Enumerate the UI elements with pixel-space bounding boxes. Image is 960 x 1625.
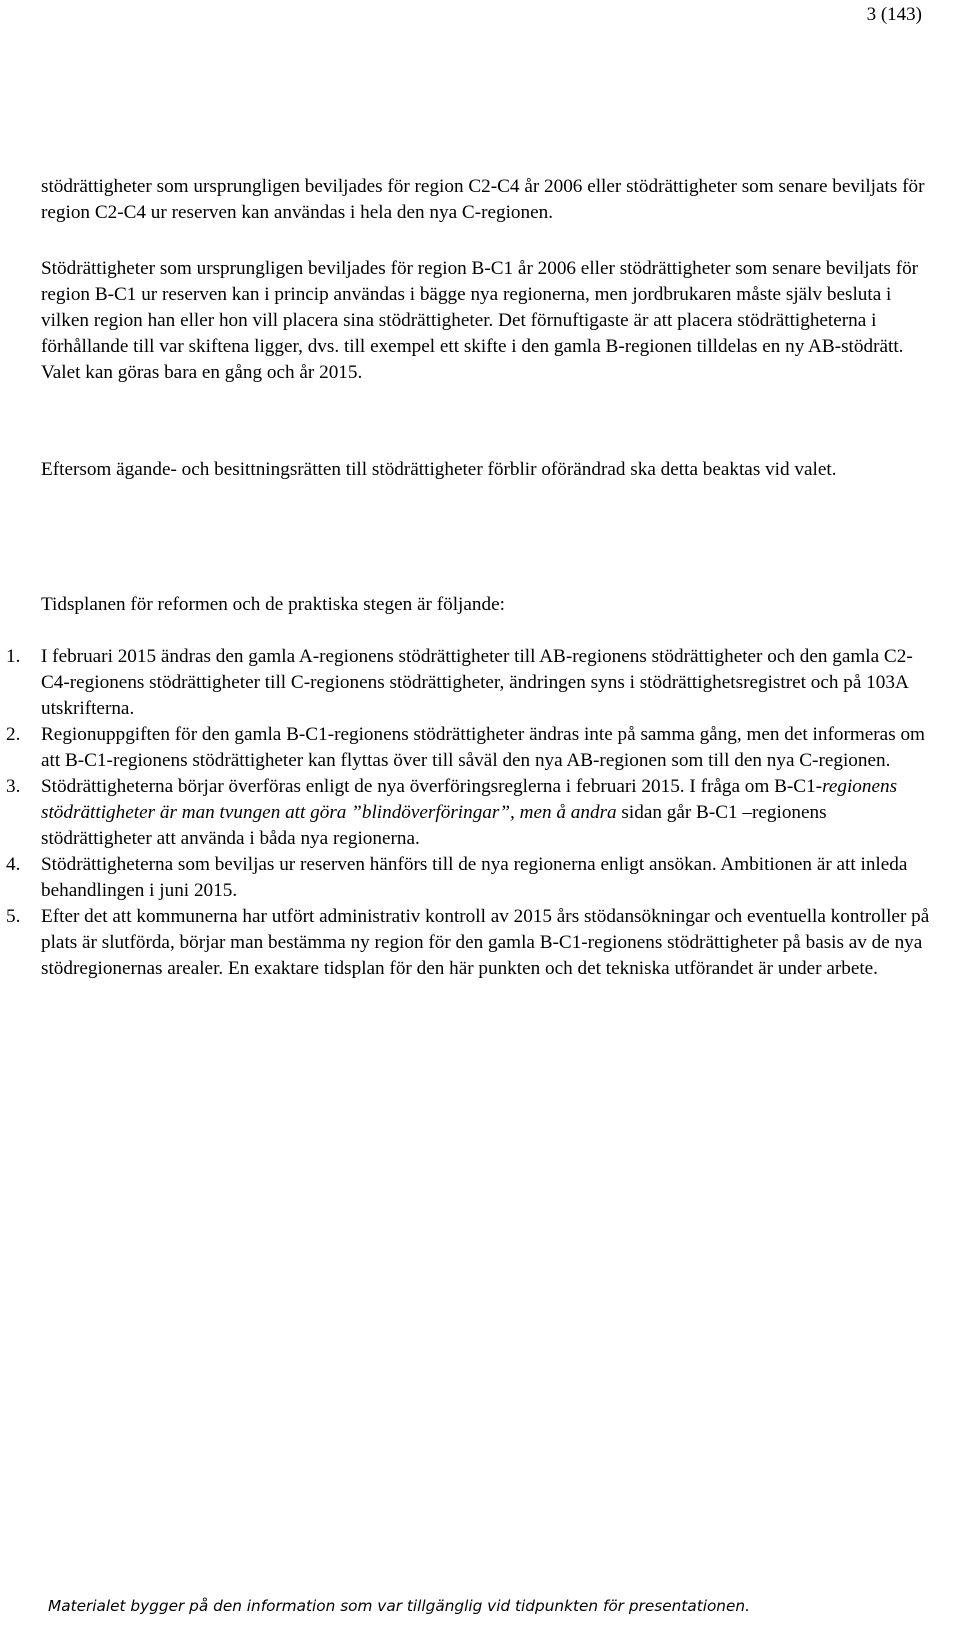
schedule-step-3 xyxy=(0,774,930,852)
schedule-intro: Tidsplanen för reformen och de praktiska stegen är följande: xyxy=(41,594,505,615)
schedule-step-1 xyxy=(0,644,930,722)
schedule-steps-list xyxy=(0,644,930,982)
schedule-step-2 xyxy=(0,722,930,774)
step-number: 1. xyxy=(6,646,21,667)
step-number: 5. xyxy=(6,906,21,927)
paragraph-b-c1-rights: Stödrättigheter som ursprungligen beviljades för region B-C1 år 2006 eller stödrättigheter som senare beviljats för region B-C1 ur reserven kan i princip användas i bägge nya regionerna, men jordbrukaren måste själv besluta i vilken region han eller hon vill placera sina stödrättigheter. Det förnuftigaste är att placera stödrättigheterna i förhållande till var skiftena ligger, dvs. till exempel ett skifte i den gamla B-regionen tilldelas en ny AB-stödrätt. Valet kan göras bara en gång och år 2015. xyxy=(41,258,919,383)
paragraph-continuation: stödrättigheter som ursprungligen beviljades för region C2-C4 år 2006 eller stödrättigheter som senare beviljats för region C2-C4 ur reserven kan användas i hela den nya C-regionen. xyxy=(41,176,925,223)
step-number: 4. xyxy=(6,854,21,875)
step-text: I februari 2015 ändras den gamla A-regionens stödrättigheter till AB-regionens stödrättigheter och den gamla C2-C4-regionens stödrättigheter till C-regionens stödrättigheter, ändringen syns i stödrättighetsregistret och på 103A utskrifterna. xyxy=(41,646,913,719)
step-number: 2. xyxy=(6,724,21,745)
page-number: 3 (143) xyxy=(866,4,922,25)
step-text-start: Stödrättigheterna börjar överföras enligt de nya överföringsreglerna i februari 2015. I fråga om B-C1- xyxy=(41,776,823,797)
step-text-end: sidan går B-C1 –regionens stödrättigheter att använda i båda nya regionerna. xyxy=(41,802,827,849)
schedule-step-4 xyxy=(0,852,930,904)
footer-disclaimer: Materialet bygger på den information som var tillgänglig vid tidpunkten för presentationen. xyxy=(48,1597,750,1615)
step-number: 3. xyxy=(6,776,21,797)
step-text: Regionuppgiften för den gamla B-C1-regionens stödrättigheter ändras inte på samma gång, men det informeras om att B-C1-regionens stödrättigheter kan flyttas över till såväl den nya AB-regionen som till den nya C-regionen. xyxy=(41,724,925,771)
schedule-step-5 xyxy=(0,904,930,982)
paragraph-ownership-note: Eftersom ägande- och besittningsrätten till stödrättigheter förblir oförändrad ska detta beaktas vid valet. xyxy=(41,459,837,480)
step-text: Efter det att kommunerna har utfört administrativ kontroll av 2015 års stödansökningar och eventuella kontroller på plats är slutförda, börjar man bestämma ny region för den gamla B-C1-regionens stödrättigheter på basis av de nya stödregionernas arealer. En exaktare tidsplan för den här punkten och det tekniska utförandet är under arbete. xyxy=(41,906,930,979)
step-text: Stödrättigheterna som beviljas ur reserven hänförs till de nya regionerna enligt ansökan. Ambitionen är att inleda behandlingen i juni 2015. xyxy=(41,854,908,901)
step-text xyxy=(41,774,930,852)
step-text-italic: regionens stödrättigheter är man tvungen att göra ”blindöverföringar”, men å andra xyxy=(41,776,898,823)
